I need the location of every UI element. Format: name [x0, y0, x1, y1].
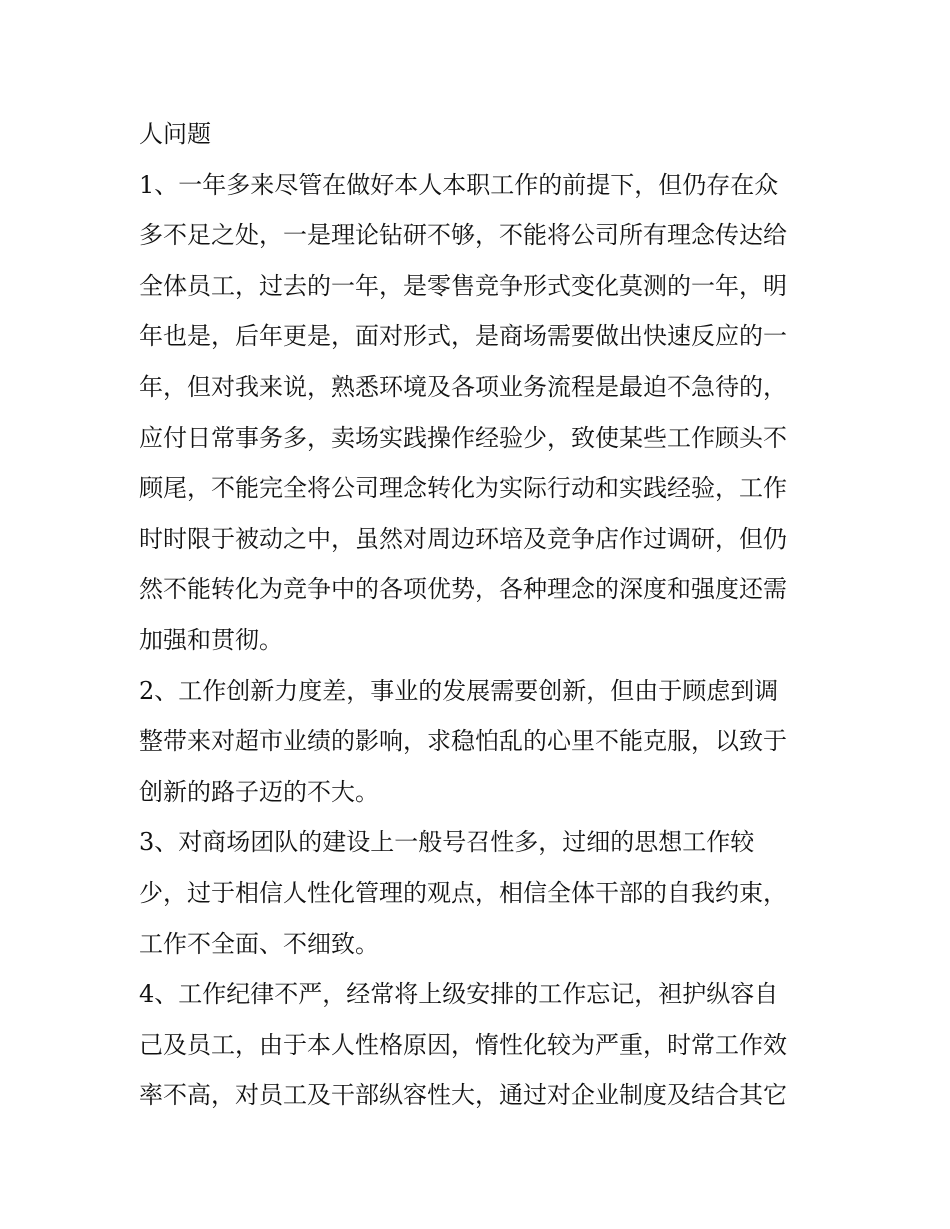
text-line: 年也是，后年更是，面对形式，是商场需要做出快速反应的一 [139, 322, 787, 351]
text-line: 年，但对我来说，熟悉环境及各项业务流程是最迫不急待的， [139, 372, 787, 401]
text-line: 应付日常事务多，卖场实践操作经验少，致使某些工作顾头不 [139, 423, 787, 452]
text-line: 多不足之处，一是理论钻研不够，不能将公司所有理念传达给 [139, 221, 787, 250]
text-line: 加强和贯彻。 [139, 625, 283, 654]
text-line: 顾尾，不能完全将公司理念转化为实际行动和实践经验，工作 [139, 474, 787, 503]
text-line: 己及员工，由于本人性格原因，惰性化较为严重，时常工作效 [139, 1030, 787, 1059]
text-line: 时时限于被动之中，虽然对周边环培及竞争店作过调研，但仍 [139, 524, 787, 553]
text-line: 3、对商场团队的建设上一般号召性多，过细的思想工作较 [139, 828, 755, 857]
text-line: 2、工作创新力度差，事业的发展需要创新，但由于顾虑到调 [139, 676, 779, 705]
text-line: 率不高，对员工及干部纵容性大，通过对企业制度及结合其它 [139, 1081, 787, 1110]
text-line: 创新的路子迈的不大。 [139, 777, 379, 806]
section-heading: 人问题 [139, 120, 211, 148]
text-line: 4、工作纪律不严，经常将上级安排的工作忘记，袒护纵容自 [139, 980, 779, 1009]
text-line: 整带来对超市业绩的影响，求稳怕乱的心里不能克服，以致于 [139, 727, 787, 756]
body-text [139, 109, 819, 1121]
text-line: 全体员工，过去的一年，是零售竞争形式变化莫测的一年，明 [139, 271, 787, 300]
text-line: 少，过于相信人性化管理的观点，相信全体干部的自我约束， [139, 878, 787, 907]
text-line: 工作不全面、不细致。 [139, 929, 379, 958]
text-line: 然不能转化为竞争中的各项优势，各种理念的深度和强度还需 [139, 575, 787, 604]
text-line: 1、一年多来尽管在做好本人本职工作的前提下，但仍存在众 [139, 170, 779, 199]
